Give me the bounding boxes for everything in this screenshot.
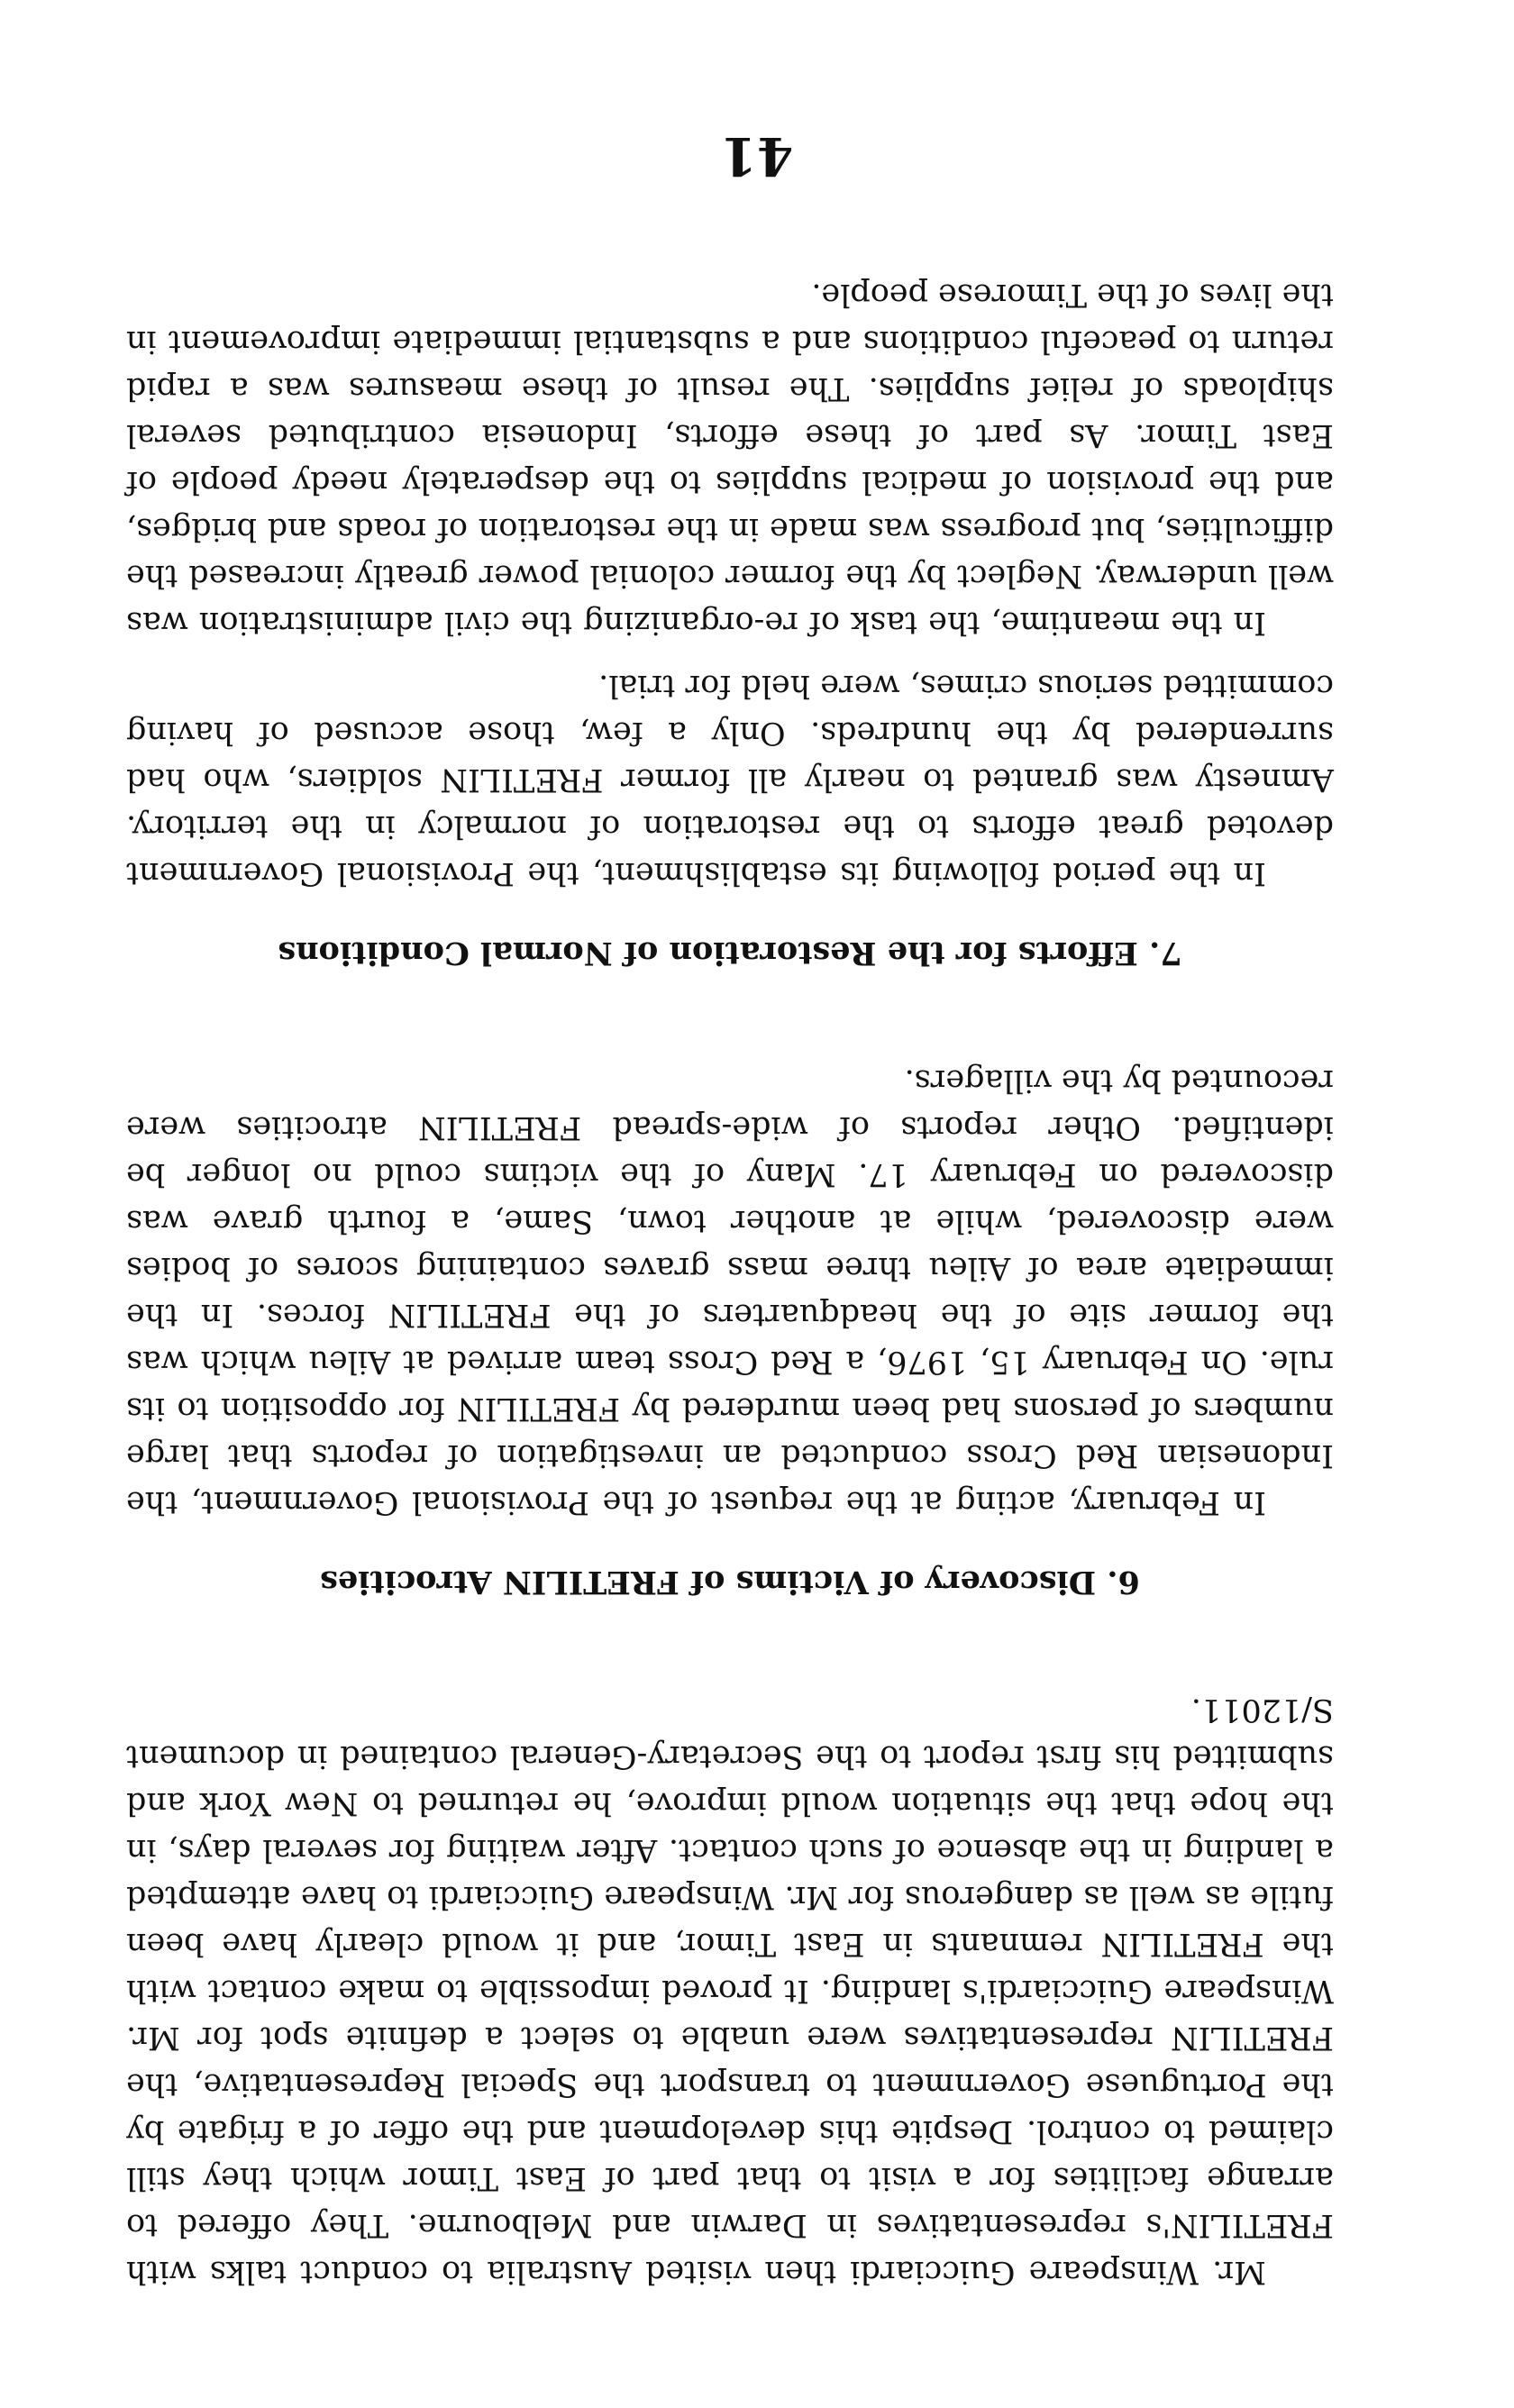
intro-paragraph: Mr. Winspeare Guicciardi then visited Australia to conduct talks with FRETILIN's representatives in Darwin and Melbourne. They offered to arrange facilities for a visit to that part of East Timor which they still claimed to control. Despite this development and the offer of a frigate by the Portuguese Government to transport the Special Representative, the FRETILIN representatives were unable to select a definite spot for Mr. Winspeare Guicciardi's landing. It proved impossible to make contact with the FRETILIN remnants in East Timor, and it would clearly have been futile as well as dangerous for Mr. Winspeare Guicciardi to have attempted a landing in the absence of such contact. After waiting for several days, in the hope that the situation would improve, he returned to New York and submitted his first report to the Secretary-General contained in document S/12011.	[126, 1692, 1334, 2290]
section-7-paragraph-1: In the period following its establishment, the Provisional Government devoted great efforts to the restoration of normalcy in the territory. Amnesty was granted to nearly all former FRETILIN soldiers, who had surrendered by the hundreds. Only a few, those accused of having committed serious crimes, were held for trial.	[126, 668, 1334, 891]
section-6	[126, 1057, 1334, 1605]
section-6-paragraph: In February, acting at the request of the Provisional Government, the Indonesian Red Cross conducted an investigation of reports that large numbers of persons had been murdered by FRETILIN for opposition to its rule. On February 15, 1976, a Red Cross team arrived at Aileu which was the former site of the headquarters of the FRETILIN forces. In the immediate area of Aileu three mass graves containing scores of bodies were discovered, while at another town, Same, a fourth grave was discovered on February 17. Many of the victims could no longer be identified. Other reports of wide-spread FRETILIN atrocities were recounted by the villagers.	[126, 1063, 1334, 1520]
section-7	[126, 271, 1334, 976]
section-7-paragraph-2: In the meantime, the task of re-organizing the civil administration was well underway. Neglect by the former colonial power greatly increased the difficulties, but progress was made in the restoration of roads and bridges, and the provision of medical supplies to the desperately needy people of East Timor. As part of these efforts, Indonesia contributed several shiploads of relief supplies. The result of these measures was a rapid return to peaceful conditions and a substantial immediate improvement in the lives of the Timorese people.	[126, 277, 1334, 641]
page-content	[126, 271, 1334, 2295]
section-7-heading: 7. Efforts for the Restoration of Normal Conditions	[278, 935, 1182, 971]
page-number: 41	[720, 125, 794, 187]
section-6-heading: 6. Discovery of Victims of FRETILIN Atrocities	[320, 1564, 1140, 1601]
